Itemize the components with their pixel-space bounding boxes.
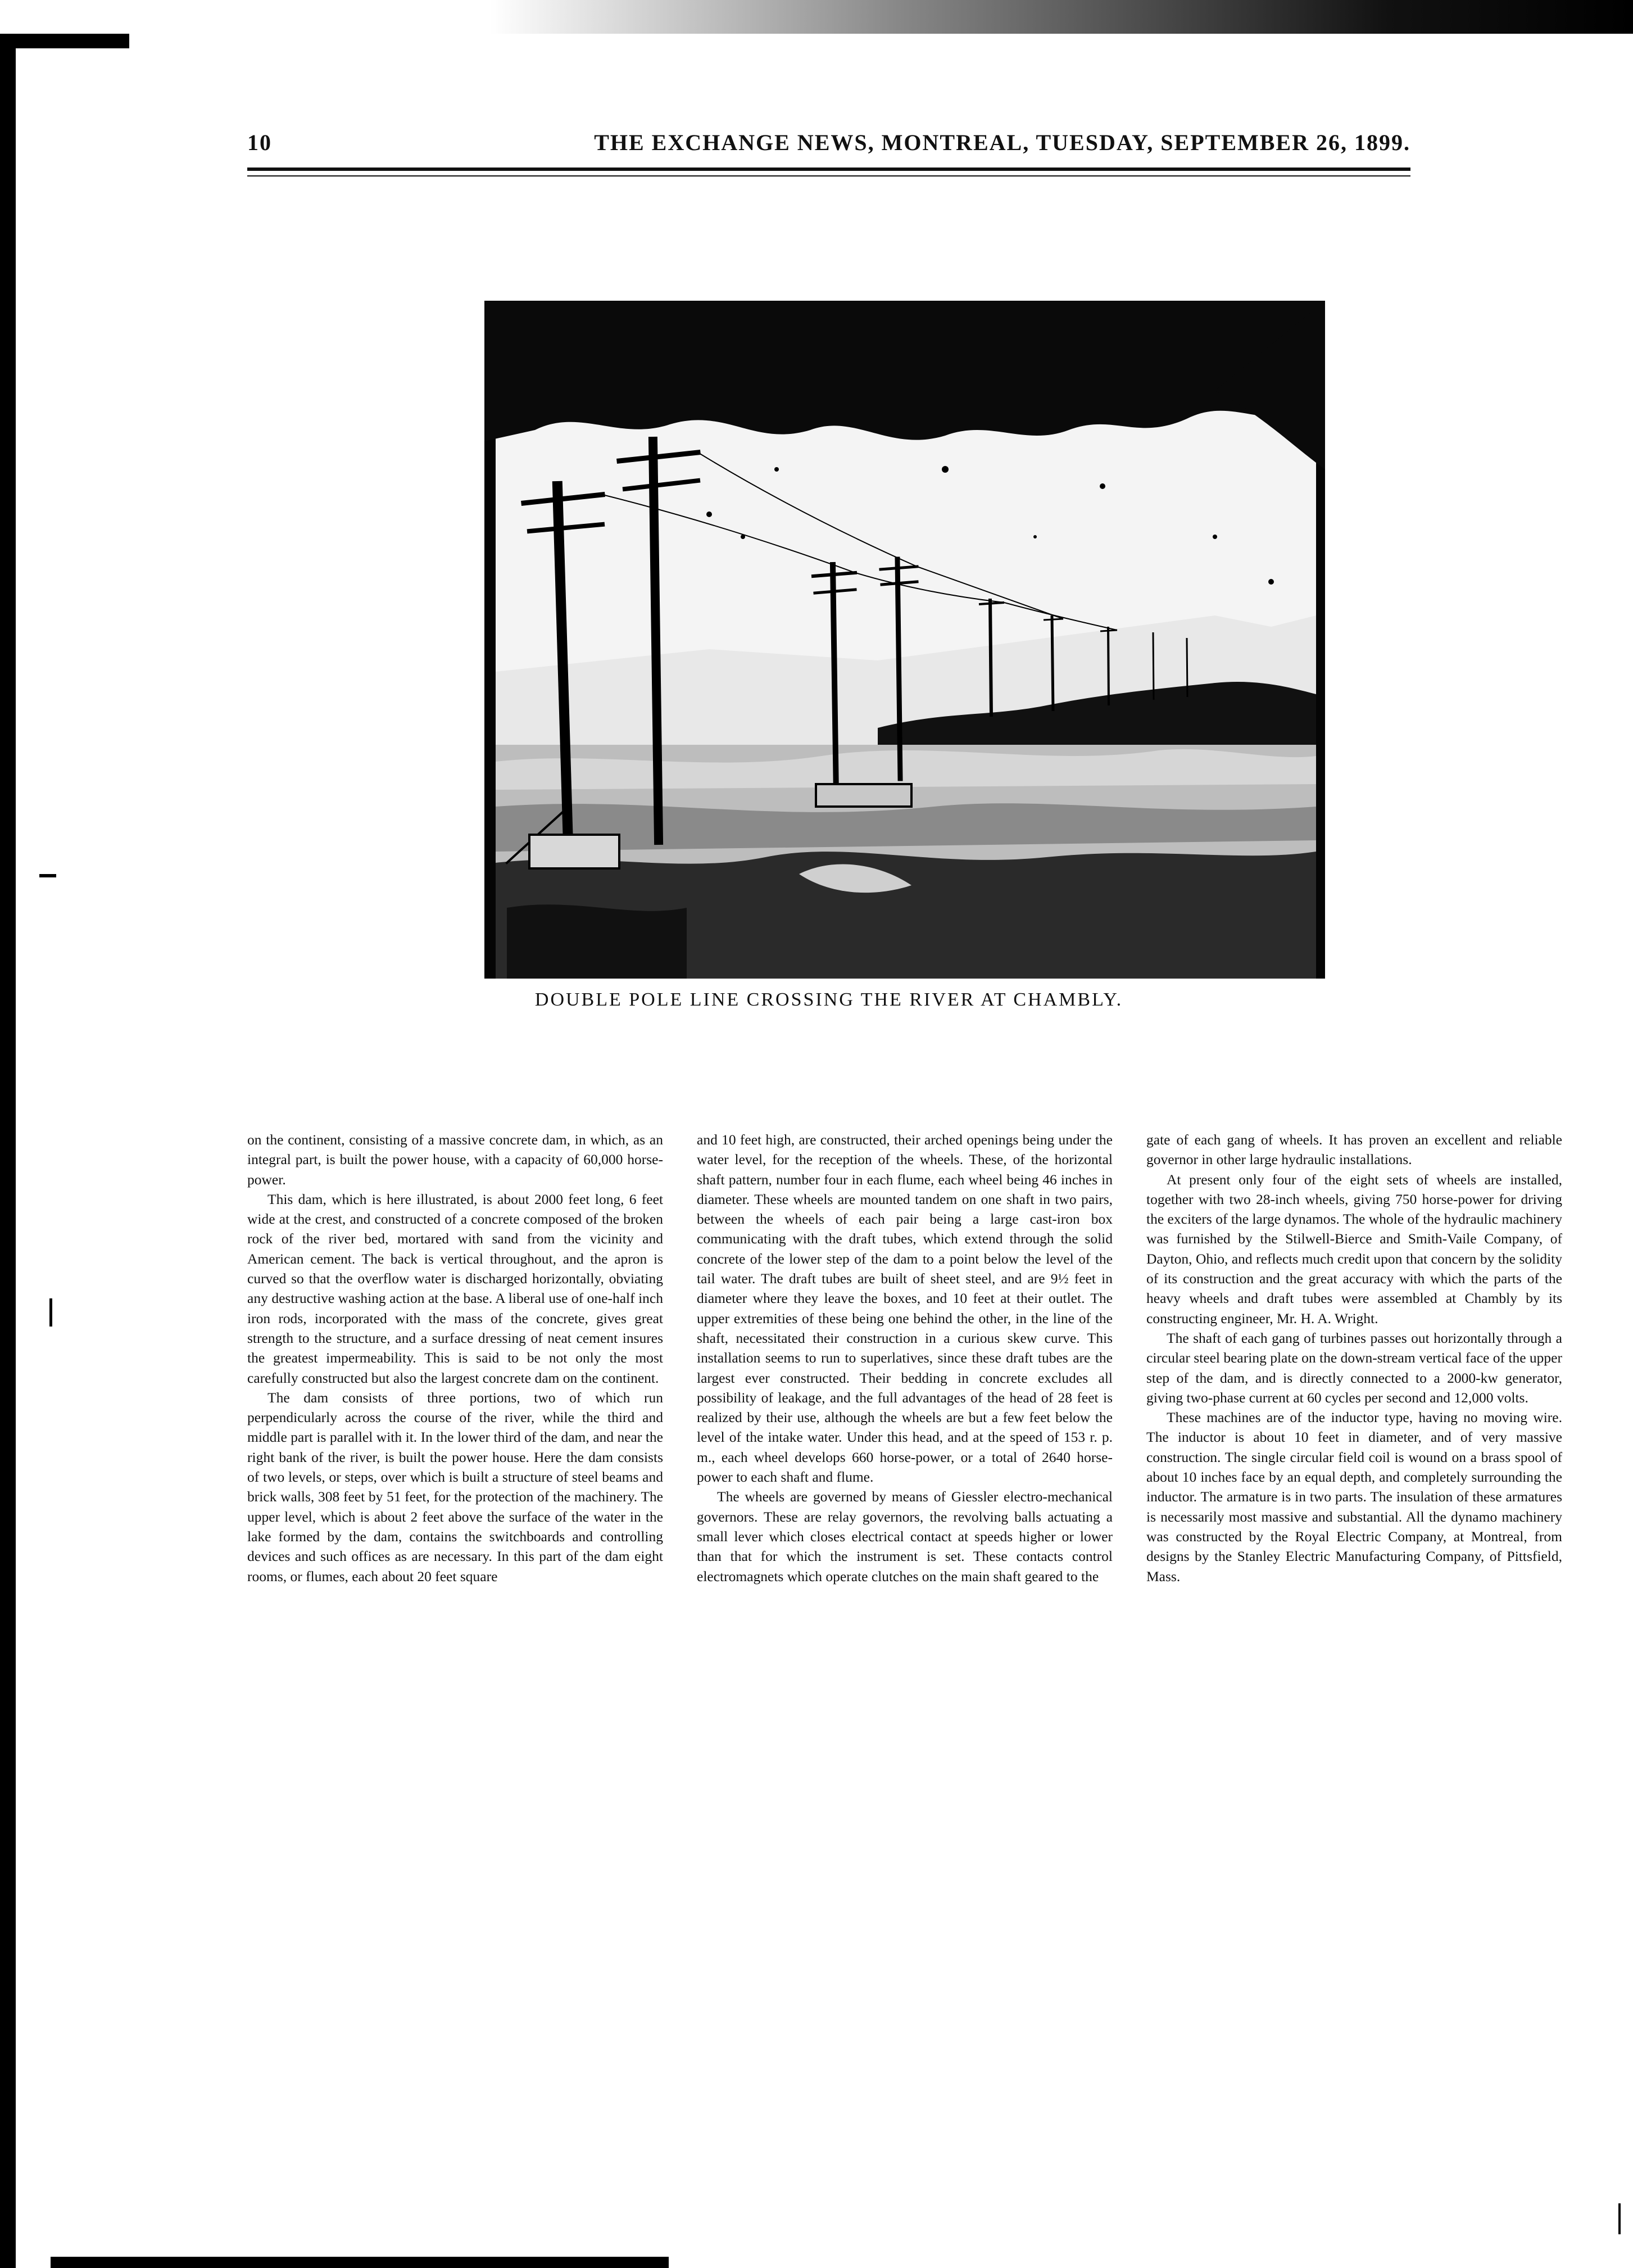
- margin-mark: [1618, 2203, 1621, 2234]
- margin-mark: [39, 874, 56, 877]
- paragraph: The wheels are governed by means of Giessler electro-mechanical governors. These are relay governors, the revolving balls actuating a small lever which closes electrical contact at speeds higher or lower than that for which the instrument is set. These contacts control electromagnets which operate clutches on the main shaft geared to the: [697, 1488, 1113, 1585]
- page-number: 10: [247, 130, 272, 155]
- paragraph: The shaft of each gang of turbines passes out horizontally through a circular steel bearing plate on the down-stream vertical face of the upper step of the dam, and is directly connected to a 2000-kw generator, giving two-phase current at 60 cycles per second and 12,000 volts.: [1146, 1329, 1562, 1406]
- photo-caption: DOUBLE POLE LINE CROSSING THE RIVER AT CHAMBLY.: [534, 989, 1123, 1010]
- paragraph: on the continent, consisting of a massive concrete dam, in which, as an integral part, is built the power house, with a capacity of 60,000 horse-power.: [247, 1131, 663, 1188]
- article-column-1: [247, 1130, 663, 2243]
- scan-edge-top: [0, 0, 1633, 34]
- paragraph: gate of each gang of wheels. It has proven an excellent and reliable governor in other large hydraulic installations.: [1146, 1131, 1562, 1168]
- paragraph: and 10 feet high, are constructed, their arched openings being under the water level, for the reception of the wheels. These, of the horizontal shaft pattern, number four in each flume, each wheel being 46 inches in diameter. These wheels are mounted tandem on one shaft in two pairs, between the wheels of each pair being a large cast-iron box communicating with the draft tubes, which extend through the solid concrete of the lower step of the dam to a point below the level of the tail water. The draft tubes are built of sheet steel, and are 9½ feet in diameter where they leave the boxes, and 10 feet at their outlet. The upper extremities of these being one behind the other, in the line of the shaft, necessitated their construction in a curious skew curve. This installation seems to run to superlatives, since these draft tubes are the largest ever constructed. Their bedding in concrete excludes all possibility of leakage, and the full advantages of the head of 28 feet is realized by their use, although the wheels are but a few feet below the level of the intake water. Under this head, and at the speed of 153 r. p. m., each wheel develops 660 horse-power, or a total of 2640 horse-power to each shaft and flume.: [697, 1131, 1113, 1486]
- paragraph: This dam, which is here illustrated, is about 2000 feet long, 6 feet wide at the crest, and constructed of a concrete composed of the broken rock of the river bed, mortared with sand from the vicinity and American cement. The back is vertical throughout, and the apron is curved so that the overflow water is discharged horizontally, obviating any destructive washing action at the base. A liberal use of one-half inch iron rods, incorporated with the mass of the concrete, gives great strength to the structure, and a surface dressing of neat cement insures the greatest impermeability. This is said to be not only the most carefully constructed but also the largest concrete dam on the continent.: [247, 1190, 663, 1386]
- running-title: THE EXCHANGE NEWS, MONTREAL, TUESDAY, SEPTEMBER 26, 1899.: [594, 130, 1410, 155]
- masthead: [247, 129, 1410, 156]
- article-column-2: [697, 1130, 1113, 2243]
- margin-mark: [49, 1298, 52, 1327]
- scan-edge-bottom: [51, 2257, 669, 2268]
- photograph-illustration: [484, 301, 1325, 979]
- header-rule-thin: [247, 175, 1410, 176]
- paragraph: At present only four of the eight sets of wheels are installed, together with two 28-inch wheels, giving 750 horse-power for driving the exciters of the large dynamos. The whole of the hydraulic machinery was furnished by the Stilwell-Bierce and Smith-Vaile Company, of Dayton, Ohio, and reflects much credit upon that concern by the solidity of its construction and the great accuracy with which the parts of the heavy wheels and draft tubes were assembled at Chambly by its constructing engineer, Mr. H. A. Wright.: [1146, 1171, 1562, 1327]
- scan-edge-left: [0, 34, 16, 2268]
- header-rule: [247, 168, 1410, 171]
- photograph: [484, 301, 1325, 979]
- article-column-3: [1146, 1130, 1562, 2243]
- paragraph: These machines are of the inductor type, having no moving wire. The inductor is about 10 feet in diameter, and of very massive construction. The single circular field coil is wound on a brass spool of about 10 inches face by an equal depth, and completely surrounding the inductor. The armature is in two parts. The insulation of these armatures is necessarily most massive and substantial. All the dynamo machinery was constructed by the Royal Electric Company, at Montreal, from designs by the Stanley Electric Manufacturing Company, of Pittsfield, Mass.: [1146, 1409, 1562, 1585]
- paragraph: The dam consists of three portions, two of which run perpendicularly across the course of the river, while the third and middle part is parallel with it. In the lower third of the dam, and near the right bank of the river, is built the power house. Here the dam consists of two levels, or steps, over which is built a structure of steel beams and brick walls, 308 feet by 51 feet, for the protection of the machinery. The upper level, which is about 2 feet above the surface of the water in the lake formed by the dam, contains the switchboards and controlling devices and such offices as are necessary. In this part of the dam eight rooms, or flumes, each about 20 feet square: [247, 1389, 663, 1585]
- scan-corner: [0, 34, 129, 48]
